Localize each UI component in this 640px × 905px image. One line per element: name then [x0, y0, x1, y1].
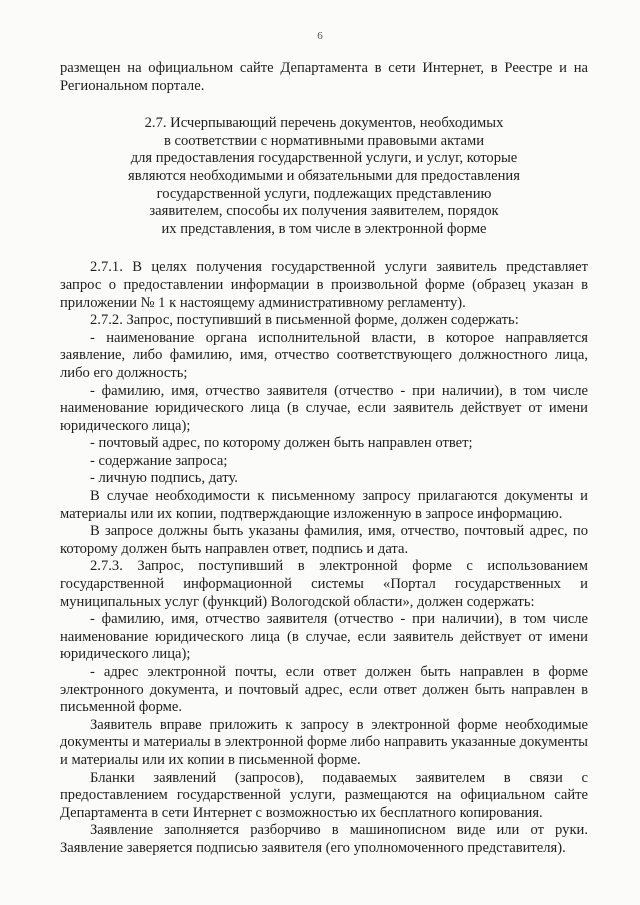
- paragraph: Бланки заявлений (запросов), подаваемых заявителем в связи с предоставлением государственной услуги, размещаются на официальном сайте Департамента в сети Интернет с возможностью их бесплатного копирования.: [60, 769, 588, 821]
- paragraph: 2.7.2. Запрос, поступивший в письменной форме, должен содержать:: [90, 312, 519, 329]
- paragraph: - адрес электронной почты, если ответ должен быть направлен в форме электронного документа, и почтовый адрес, если ответ должен быть направлен в письменной форме.: [60, 664, 588, 716]
- paragraph: - личную подпись, дату.: [90, 470, 238, 487]
- paragraphs-before: [60, 60, 588, 95]
- paragraph: размещен на официальном сайте Департамента в сети Интернет, в Реестре и на Региональном портале.: [60, 60, 588, 94]
- paragraph: 2.7.3. Запрос, поступивший в электронной форме с использованием государственной информационной системы «Портал государственных и муниципальных услуг (функций) Вологодской области», должен содержать:: [60, 558, 588, 610]
- heading-line: являются необходимыми и обязательными для предоставления: [128, 167, 520, 184]
- document-body: [60, 60, 588, 858]
- heading-line: государственной услуги, подлежащих представлению: [156, 185, 492, 202]
- heading-line: в соответствии с нормативными правовыми актами: [163, 132, 485, 149]
- paragraph: Заявитель вправе приложить к запросу в электронной форме необходимые документы и материалы в электронной форме либо направить указанные документы и материалы или их копии в письменной форме.: [60, 716, 588, 768]
- paragraph: - содержание запроса;: [90, 452, 228, 469]
- paragraph: 2.7.1. В целях получения государственной услуги заявитель представляет запрос о предоставлении информации в произвольной форме (образец указан в приложении № 1 к настоящему административному регламенту).: [60, 259, 588, 311]
- section-heading: [60, 115, 588, 238]
- paragraph: - фамилию, имя, отчество заявителя (отчество - при наличии), в том числе наименование юридического лица (в случае, если заявитель действует от имени юридического лица);: [60, 382, 588, 434]
- heading-line: для предоставления государственной услуги, и услуг, которые: [130, 150, 518, 167]
- heading-line: 2.7. Исчерпывающий перечень документов, необходимых: [144, 115, 504, 132]
- paragraph: - фамилию, имя, отчество заявителя (отчество - при наличии), в том числе наименование юридического лица (в случае, если заявитель действует от имени юридического лица);: [60, 611, 588, 663]
- paragraph: В запросе должны быть указаны фамилия, имя, отчество, почтовый адрес, по которому должен быть направлен ответ, подпись и дата.: [60, 523, 588, 557]
- heading-line: их представления, в том числе в электронной форме: [161, 220, 487, 237]
- paragraph: - наименование органа исполнительной власти, в которое направляется заявление, либо фамилию, имя, отчество соответствующего должностного лица, либо его должность;: [60, 329, 588, 381]
- paragraph: Заявление заполняется разборчиво в машинописном виде или от руки. Заявление заверяется подписью заявителя (его уполномоченного представителя).: [60, 822, 588, 856]
- paragraphs-main: [60, 259, 588, 857]
- paragraph: - почтовый адрес, по которому должен быть направлен ответ;: [90, 435, 473, 452]
- heading-line: заявителем, способы их получения заявителем, порядок: [149, 203, 499, 220]
- paragraph: В случае необходимости к письменному запросу прилагаются документы и материалы или их копии, подтверждающие изложенную в запросе информацию.: [60, 488, 588, 522]
- page-number: 6: [317, 30, 323, 42]
